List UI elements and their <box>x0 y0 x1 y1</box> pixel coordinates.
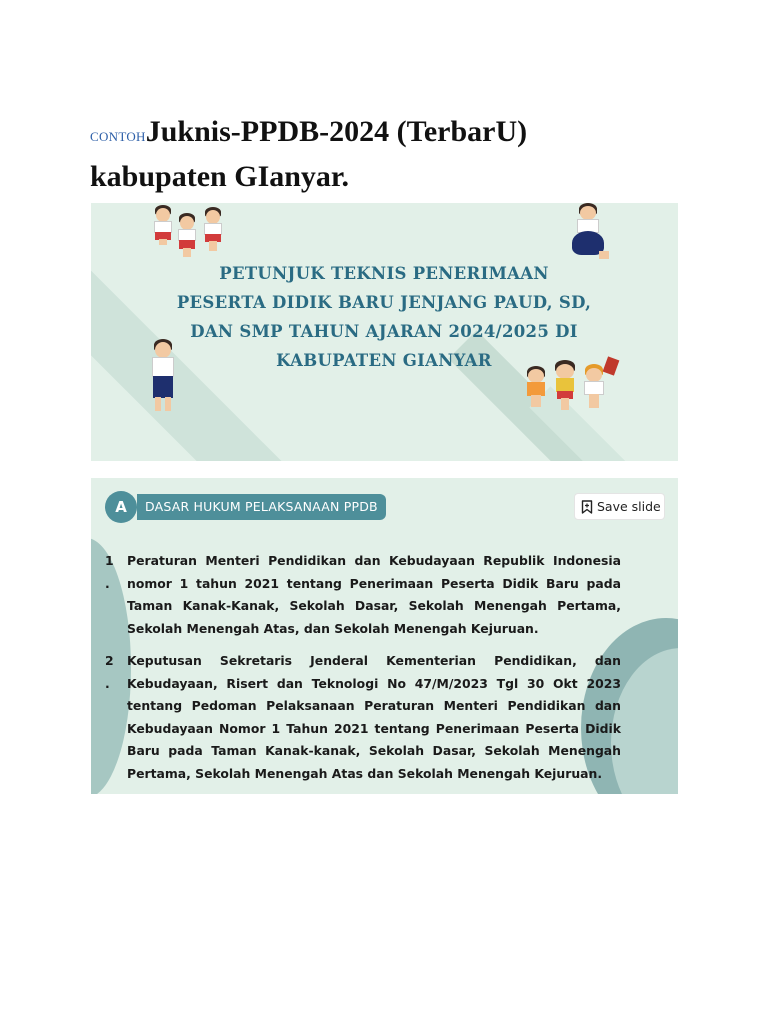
section-title: DASAR HUKUM PELAKSANAAN PPDB <box>137 494 386 520</box>
cover-title-line: KABUPATEN GIANYAR <box>276 351 492 370</box>
list-item-number: 2 <box>105 653 114 668</box>
list-item-dot: . <box>105 575 110 591</box>
list-item-number: 1 <box>105 553 114 568</box>
save-slide-button[interactable] <box>574 493 665 520</box>
section-letter-badge: A <box>105 491 137 523</box>
student-illustration-top-right <box>569 203 619 265</box>
save-slide-label: Save slide <box>597 499 661 514</box>
document-title-line-1: Juknis-PPDB-2024 (TerbarU) <box>145 115 528 148</box>
legal-basis-slide <box>91 478 678 794</box>
list-item <box>105 550 621 640</box>
bookmark-icon <box>581 500 593 514</box>
list-item-text: Peraturan Menteri Pendidikan dan Kebudayaan Republik Indonesia nomor 1 tahun 2021 tentang Penerimaan Peserta Didik Baru pada Taman Kanak-Kanak, Sekolah Dasar, Sekolah Menengah Pertama, Sekolah Menengah Atas, dan Sekolah Menengah Kejuruan. <box>127 553 621 636</box>
document-title-line-2: kabupaten GIanyar. <box>90 160 349 193</box>
cover-title-line: DAN SMP TAHUN AJARAN 2024/2025 DI <box>190 322 578 341</box>
list-item-dot: . <box>105 675 110 691</box>
list-item-text: Keputusan Sekretaris Jenderal Kementerian Pendidikan, dan Kebudayaan, Risert dan Teknologi No 47/M/2023 Tgl 30 Okt 2023 tentang Pedoman Pelaksanaan Peraturan Menteri Pendidikan dan Kebudayaan Nomor 1 Tahun 2021 tentang Penerimaan Peserta Didik Baru pada Taman Kanak-kanak, Sekolah Dasar, Sekolah Menengah Pertama, Sekolah Menengah Atas dan Sekolah Menengah Kejuruan. <box>127 653 621 781</box>
document-title <box>90 112 690 202</box>
document-prefix: CONTOH <box>90 129 146 144</box>
cover-title-line: PETUNJUK TEKNIS PENERIMAAN <box>219 264 549 283</box>
list-item <box>105 650 621 786</box>
kids-illustration-top-left <box>149 205 229 261</box>
cover-slide-title <box>151 259 617 375</box>
cover-slide <box>91 203 678 461</box>
cover-title-line: PESERTA DIDIK BARU JENJANG PAUD, SD, <box>176 293 592 312</box>
